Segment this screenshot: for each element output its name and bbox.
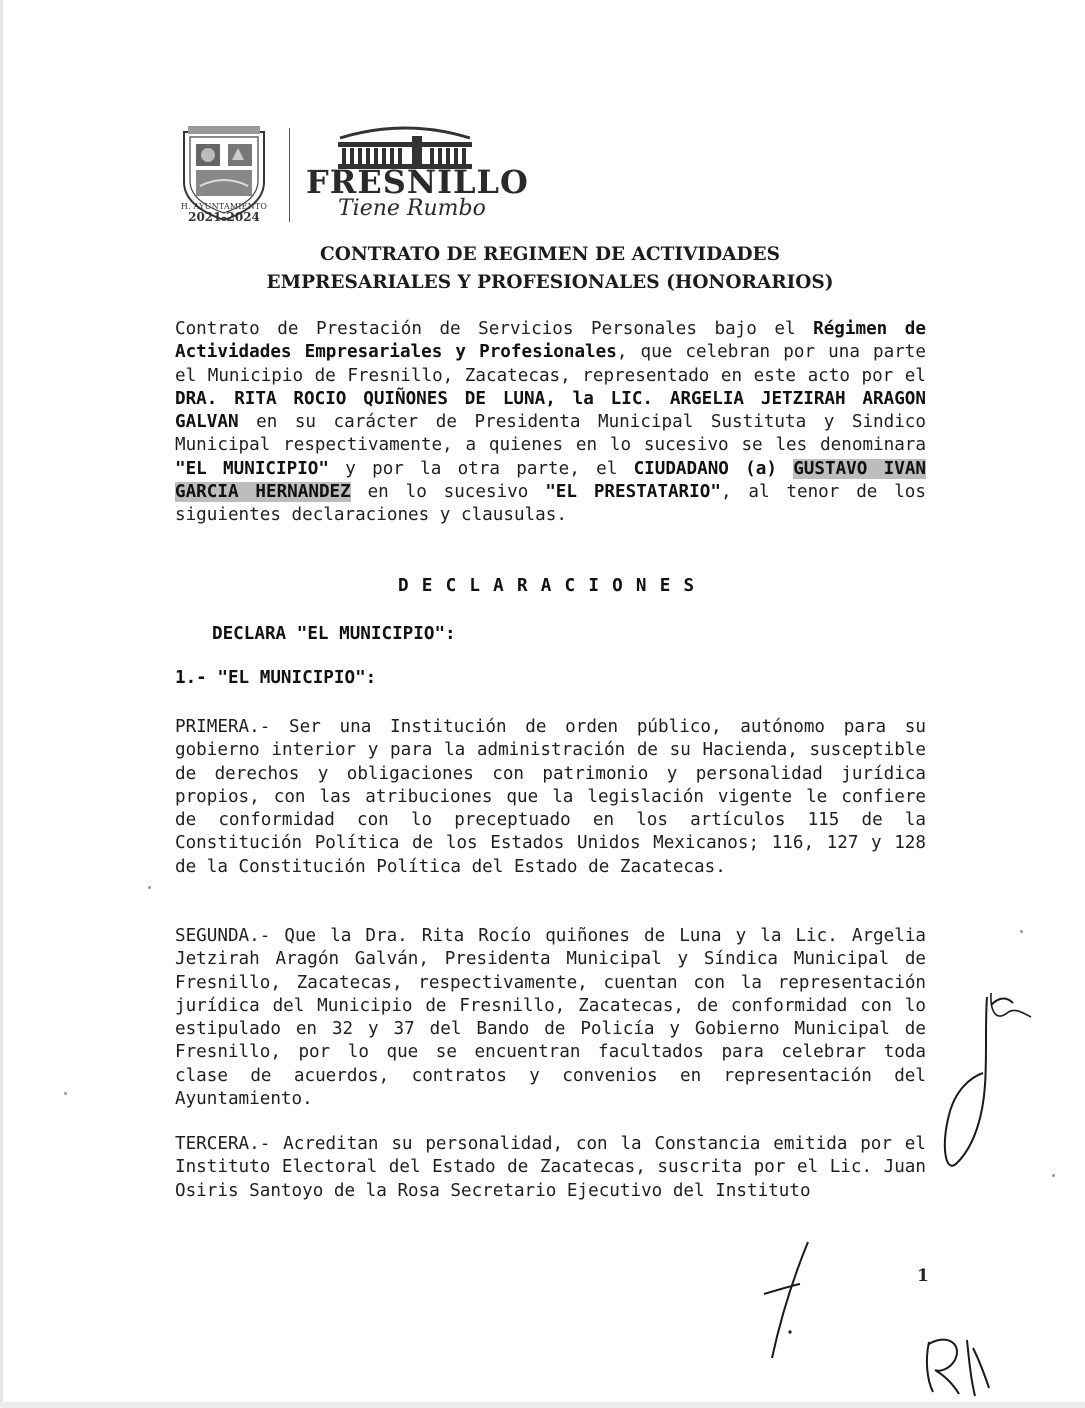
scan-speck: [1020, 930, 1023, 933]
seal-caption: [172, 203, 276, 223]
intro-paragraph: [175, 318, 926, 528]
contract-title-line1: CONTRATO DE REGIMEN DE ACTIVIDADES: [320, 244, 780, 265]
brand-name: FRESNILLO: [306, 163, 529, 201]
seal-caption-line2: 2021-2024: [188, 210, 260, 224]
intro-text-4: y por la otra parte, el: [328, 458, 634, 479]
brand-tagline: Tiene Rumbo: [338, 196, 486, 221]
scan-speck: [64, 1092, 67, 1095]
logo-divider: [289, 128, 290, 222]
contract-title-line2: EMPRESARIALES Y PROFESIONALES (HONORARIOS): [266, 272, 834, 293]
intro-bold-representatives: DRA. RITA ROCIO QUIÑONES DE LUNA, la LIC. ARGELIA JETZIRAH ARAGON GALVAN: [175, 388, 926, 433]
intro-bold-regimen: Régimen de Actividades Empresariales y Profesionales: [175, 319, 926, 363]
clause-segunda: SEGUNDA.- Que la Dra. Rita Rocío quiñones de Luna y la Lic. Argelia Jetzirah Aragón Galván, Presidenta Municipal y Síndica Municipal de Fresnillo, Zacatecas, respectivamente, cuentan con la representación jurídica del Municipio de Fresnillo, Zacatecas, de conformidad con lo estipulado en 32 y 37 del Bando de Policía y Gobierno Municipal de Fresnillo, por lo que se encuentran facultados para celebrar toda clase de acuerdos, contratos y convenios en representación del Ayuntamiento.: [175, 926, 926, 1110]
page-number: 1: [917, 1266, 929, 1286]
declaraciones-heading: DECLARACIONES: [398, 576, 708, 596]
intro-bold-ciudadano: CIUDADANO (a): [633, 458, 794, 479]
section-1-heading: 1.- "EL MUNICIPIO":: [175, 668, 377, 688]
intro-bold-municipio: "EL MUNICIPIO": [175, 458, 329, 479]
intro-text-6: , al tenor de los siguientes declaraciones y clausulas.: [175, 482, 926, 526]
seal-caption-line1: H. AYUNTAMIENTO: [180, 202, 268, 211]
scan-edge-left: [0, 0, 3, 1408]
intro-text-2: , que celebran por una parte el Municipio de Fresnillo, Zacatecas, representado en este acto por el: [175, 342, 926, 386]
clause-tercera: TERCERA.- Acreditan su personalidad, con la Constancia emitida por el Instituto Electoral del Estado de Zacatecas, suscrita por el Lic. Juan Osiris Santoyo de la Rosa Secretario Ejecutivo del Instituto: [175, 1134, 926, 1201]
intro-bold-prestatario: "EL PRESTATARIO": [545, 482, 721, 503]
scan-speck: [1052, 1174, 1055, 1177]
provider-name-highlight: GUSTAVO IVAN GARCIA HERNANDEZ: [175, 458, 927, 503]
scan-speck: [148, 886, 151, 889]
scan-edge-bottom: [0, 1402, 1085, 1408]
declara-municipio-heading: DECLARA "EL MUNICIPIO":: [212, 624, 456, 644]
signature-initials-ri-icon: [915, 1330, 995, 1402]
signature-initial-icon: [750, 1236, 820, 1366]
clause-primera: PRIMERA.- Ser una Institución de orden público, autónomo para su gobierno interior y para la administración de su Hacienda, susceptible de derechos y obligaciones con patrimonio y personalidad jurídica propios, con las atribuciones que la legislación vigente le confiere de conformidad con lo preceptuado en los artículos 115 de la Constitución Política de los Estados Unidos Mexicanos; 116, 127 y 128 de la Constitución Política del Estado de Zacatecas.: [175, 717, 926, 877]
signature-margin-icon: [935, 985, 1055, 1185]
intro-text-5: en lo sucesivo: [350, 482, 546, 503]
intro-text-1: Contrato de Prestación de Servicios Personales bajo el: [175, 319, 814, 339]
intro-text-3: en su carácter de Presidenta Municipal Sustituta y Sindico Municipal respectivamente, a quienes en lo sucesivo se les denominara: [175, 412, 926, 456]
